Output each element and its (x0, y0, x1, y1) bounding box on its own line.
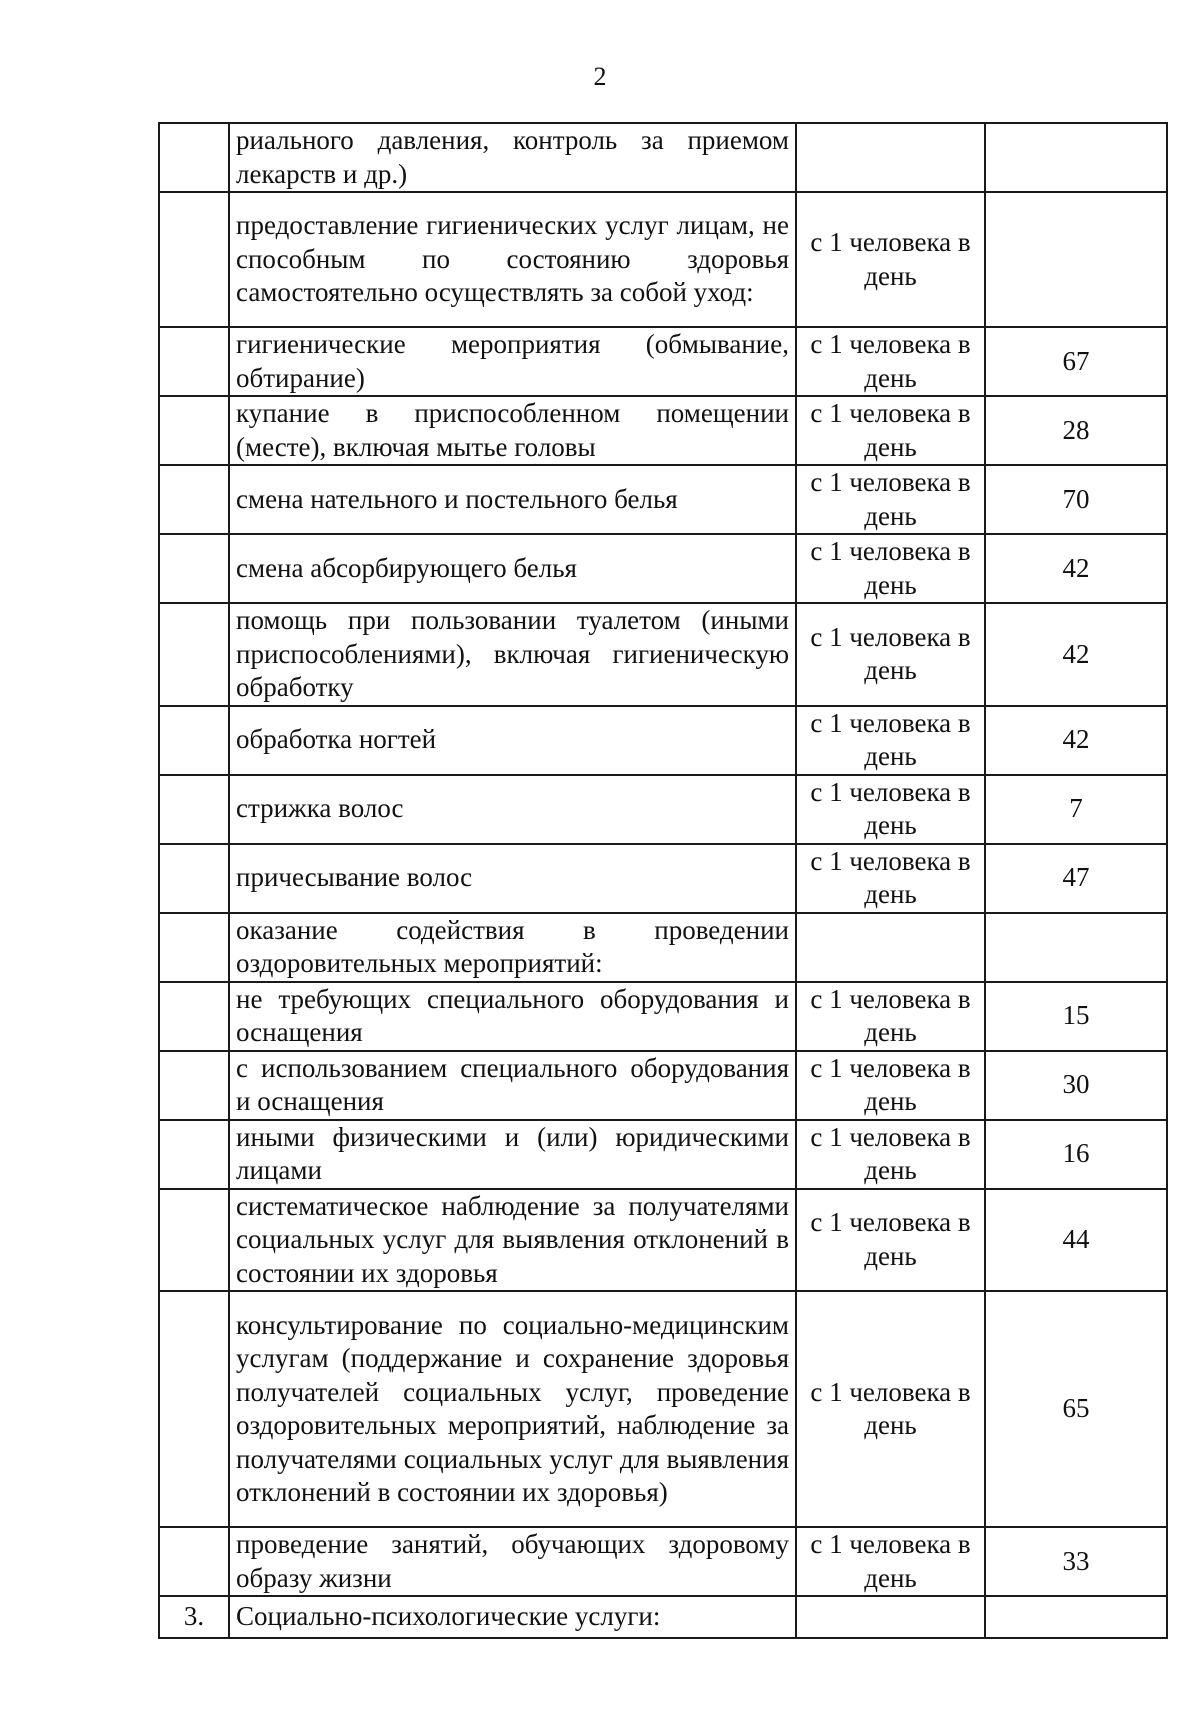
service-name: риального давления, контроль за приемом лекарств и др.) (229, 123, 796, 192)
service-name: оказание содействия в проведении оздоровительных мероприятий: (229, 913, 796, 982)
unit-of-measure: с 1 человека в день (796, 1291, 985, 1527)
unit-of-measure: с 1 человека в день (796, 396, 985, 465)
row-number (159, 706, 229, 775)
unit-of-measure: с 1 человека в день (796, 982, 985, 1051)
unit-of-measure: с 1 человека в день (796, 192, 985, 327)
row-number (159, 1291, 229, 1527)
row-number (159, 775, 229, 844)
table-row (159, 603, 1167, 706)
unit-of-measure: с 1 человека в день (796, 844, 985, 913)
table-row (159, 327, 1167, 396)
table-row (159, 396, 1167, 465)
service-name: гигиенические мероприятия (обмывание, обтирание) (229, 327, 796, 396)
service-name: консультирование по социально-медицинским услугам (поддержание и сохранение здоровья получателей социальных услуг, проведение оздоровительных мероприятий, наблюдение за получателями социальных услуг для выявления отклонений в состоянии их здоровья) (229, 1291, 796, 1527)
table-row (159, 192, 1167, 327)
row-number (159, 327, 229, 396)
tariff-value: 67 (985, 327, 1167, 396)
unit-of-measure: с 1 человека в день (796, 534, 985, 603)
row-number (159, 1051, 229, 1120)
tariff-table-body (159, 123, 1167, 1638)
unit-of-measure (796, 913, 985, 982)
unit-of-measure: с 1 человека в день (796, 1189, 985, 1292)
unit-of-measure: с 1 человека в день (796, 327, 985, 396)
row-number (159, 603, 229, 706)
table-row (159, 534, 1167, 603)
tariff-value: 44 (985, 1189, 1167, 1292)
row-number (159, 192, 229, 327)
service-name: систематическое наблюдение за получателями социальных услуг для выявления отклонений в состоянии их здоровья (229, 1189, 796, 1292)
unit-of-measure: с 1 человека в день (796, 1120, 985, 1189)
tariff-value: 7 (985, 775, 1167, 844)
row-number (159, 913, 229, 982)
tariff-value: 70 (985, 465, 1167, 534)
table-row (159, 1051, 1167, 1120)
tariff-value: 15 (985, 982, 1167, 1051)
service-name: помощь при пользовании туалетом (иными приспособлениями), включая гигиеническую обработку (229, 603, 796, 706)
table-row (159, 1120, 1167, 1189)
row-number: 3. (159, 1596, 229, 1638)
unit-of-measure: с 1 человека в день (796, 706, 985, 775)
row-number (159, 534, 229, 603)
unit-of-measure: с 1 человека в день (796, 603, 985, 706)
row-number (159, 1120, 229, 1189)
service-name: обработка ногтей (229, 706, 796, 775)
row-number (159, 396, 229, 465)
service-name: стрижка волос (229, 775, 796, 844)
row-number (159, 1189, 229, 1292)
service-name: смена абсорбирующего белья (229, 534, 796, 603)
row-number (159, 123, 229, 192)
tariff-value: 16 (985, 1120, 1167, 1189)
unit-of-measure (796, 1596, 985, 1638)
table-row (159, 123, 1167, 192)
service-name: иными физическими и (или) юридическими лицами (229, 1120, 796, 1189)
unit-of-measure: с 1 человека в день (796, 1527, 985, 1596)
row-number (159, 1527, 229, 1596)
service-name: Социально-психологические услуги: (229, 1596, 796, 1638)
tariff-value: 42 (985, 534, 1167, 603)
row-number (159, 465, 229, 534)
table-row (159, 982, 1167, 1051)
table-row (159, 913, 1167, 982)
service-name: смена нательного и постельного белья (229, 465, 796, 534)
table-row (159, 1189, 1167, 1292)
tariff-value: 65 (985, 1291, 1167, 1527)
service-name: не требующих специального оборудования и оснащения (229, 982, 796, 1051)
service-name: с использованием специального оборудования и оснащения (229, 1051, 796, 1120)
tariff-value: 47 (985, 844, 1167, 913)
service-name: предоставление гигиенических услуг лицам, не способным по состоянию здоровья самостоятельно осуществлять за собой уход: (229, 192, 796, 327)
tariff-value: 42 (985, 603, 1167, 706)
tariff-value (985, 1596, 1167, 1638)
table-row (159, 1527, 1167, 1596)
table-row (159, 775, 1167, 844)
service-name: причесывание волос (229, 844, 796, 913)
unit-of-measure: с 1 человека в день (796, 775, 985, 844)
service-name: проведение занятий, обучающих здоровому образу жизни (229, 1527, 796, 1596)
unit-of-measure (796, 123, 985, 192)
tariff-value (985, 913, 1167, 982)
tariff-value (985, 192, 1167, 327)
page-number: 2 (593, 62, 607, 91)
unit-of-measure: с 1 человека в день (796, 465, 985, 534)
tariff-value: 42 (985, 706, 1167, 775)
table-row (159, 706, 1167, 775)
table-row (159, 1291, 1167, 1527)
tariff-value (985, 123, 1167, 192)
tariff-value: 33 (985, 1527, 1167, 1596)
table-row (159, 465, 1167, 534)
tariff-value: 30 (985, 1051, 1167, 1120)
unit-of-measure: с 1 человека в день (796, 1051, 985, 1120)
row-number (159, 982, 229, 1051)
table-row (159, 1596, 1167, 1638)
table-row (159, 844, 1167, 913)
row-number (159, 844, 229, 913)
tariff-table (158, 122, 1168, 1639)
service-name: купание в приспособленном помещении (месте), включая мытье головы (229, 396, 796, 465)
tariff-value: 28 (985, 396, 1167, 465)
